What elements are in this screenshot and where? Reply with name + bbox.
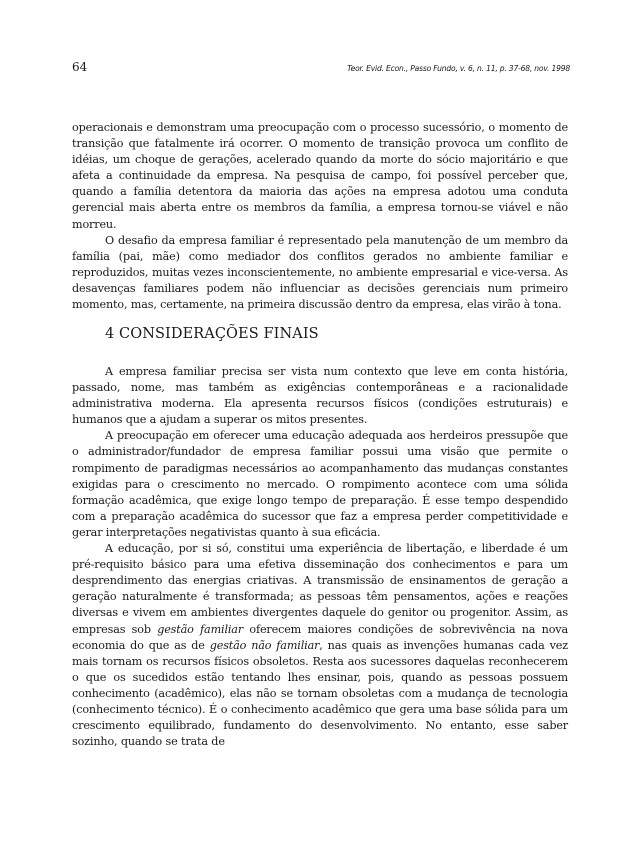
emphasis-family-management: gestão familiar bbox=[157, 622, 244, 636]
paragraph-conclusion-2: A preocupação em oferecer uma educação adequada aos herdeiros pressupõe que o administrador/fundador de empresa familiar possui uma visão que permite o rompimento de paradigmas necessários ao acompanhamento das mudanças constantes exigidas para o crescimento no mercado. O rompimento acontece com uma sólida formação acadêmica, que exige longo tempo de preparação. É esse tempo despendido com a preparação acadêmica do sucessor que faz a empresa perder competitividade e gerar interpretações negativistas quanto à sua eficácia. bbox=[72, 429, 568, 539]
paragraph-continued: operacionais e demonstram uma preocupação com o processo sucessório, o momento de transição que fatalmente irá ocorrer. O momento de transição provoca um conflito de idéias, um choque de gerações, acelerado quando da morte do sócio majoritário e que afeta a continuidade da empresa. Na pesquisa de campo, foi possível perceber que, quando a família detentora da maioria das ações na empresa adotou uma conduta gerencial mais aberta entre os membros da família, a empresa tornou-se viável e não morreu. bbox=[72, 121, 568, 231]
running-header: Teor. Evid. Econ., Passo Fundo, v. 6, n. 11, p. 37-68, nov. 1998 bbox=[347, 64, 570, 73]
paragraph-conclusion-3-part-a: A educação, por si só, constitui uma experiência de libertação, e liberdade é um pré-requisito básico para uma efetiva disseminação dos conhecimentos e para um desprendimento das energias criativas. A transmissão de ensinamentos de geração a geração naturalmente é transformada; as pessoas têm pensamentos, ações e reações diversas e vivem em ambientes divergentes daquele do genitor ou progenitor. Assim, as empresas sob bbox=[72, 542, 568, 636]
section-heading: 4 CONSIDERAÇÕES FINAIS bbox=[105, 326, 319, 342]
paragraph-family-challenge: O desafio da empresa familiar é representado pela manutenção de um membro da família (pai, mãe) como mediador dos conflitos gerados no ambiente familiar e reproduzidos, muitas vezes inconscientemente, no ambiente empresarial e vice-versa. As desavenças familiares podem não influenciar as decisões gerenciais num primeiro momento, mas, certamente, na primeira discussão dentro da empresa, elas virão à tona. bbox=[72, 233, 568, 312]
page-number: 64 bbox=[72, 60, 88, 74]
paragraph-conclusion-3-part-c: , nas quais as invenções humanas cada vez mais tornam os recursos físicos obsoletos. Resta aos sucessores daquelas reconhecerem o que os sucedidos estão tentando lhes ensinar, pois, quando as pessoas possuem conhecimento (acadêmico), elas não se tornam obsoletas com a mudança de tecnologia (conhecimento técnico). É o conhecimento acadêmico que gera uma base sólida para um crescimento equilibrado, fundamento do desenvolvimento. No entanto, esse saber sozinho, quando se trata de bbox=[72, 638, 568, 749]
paragraph-conclusion-3-part-b: oferecem maiores condições de sobrevivência na nova economia do que as de bbox=[72, 622, 569, 652]
body-text-top bbox=[72, 120, 568, 313]
emphasis-non-family-management: gestão não familiar bbox=[209, 638, 320, 652]
body-text-conclusions bbox=[72, 364, 568, 750]
paragraph-conclusion-1: A empresa familiar precisa ser vista num contexto que leve em conta história, passado, nome, mas também as exigências contemporâneas e a racionalidade administrativa moderna. Ela apresenta recursos físicos (condições estruturais) e humanos que a ajudam a superar os mitos presentes. bbox=[72, 365, 568, 427]
paragraph-conclusion-3 bbox=[72, 541, 568, 750]
